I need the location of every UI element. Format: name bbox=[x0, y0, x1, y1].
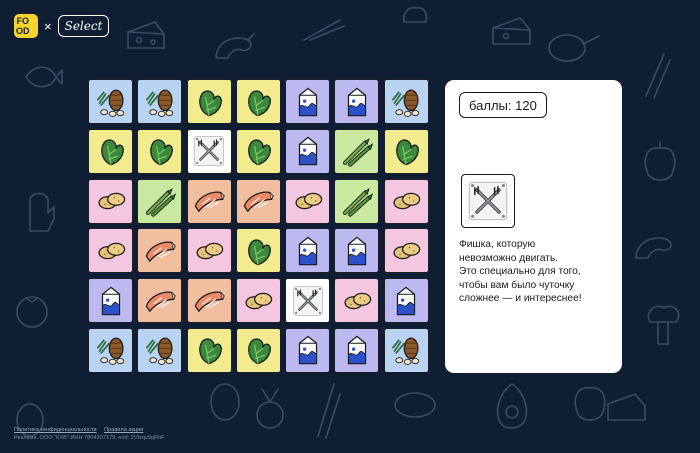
salmon-icon bbox=[192, 284, 226, 318]
pinecone-icon bbox=[389, 333, 423, 367]
milk-icon bbox=[389, 284, 423, 318]
salmon-icon bbox=[143, 234, 177, 268]
board-tile-milk[interactable] bbox=[285, 328, 330, 373]
score-badge: баллы: 120 bbox=[459, 92, 547, 118]
potato-icon bbox=[389, 234, 423, 268]
potato-icon bbox=[340, 284, 374, 318]
board-tile-potato[interactable] bbox=[384, 228, 429, 273]
board-tile-pinecone[interactable] bbox=[137, 79, 182, 124]
board-tile-pinecone[interactable] bbox=[384, 328, 429, 373]
board-tile-milk[interactable] bbox=[384, 278, 429, 323]
milk-icon bbox=[291, 234, 325, 268]
board-tile-salmon[interactable] bbox=[137, 228, 182, 273]
board-tile-spinach[interactable] bbox=[384, 129, 429, 174]
cow-icon bbox=[400, 2, 430, 26]
fish-icon bbox=[20, 60, 64, 94]
salmon-icon bbox=[241, 184, 275, 218]
salmon-icon bbox=[192, 184, 226, 218]
board-tile-salmon[interactable] bbox=[137, 278, 182, 323]
pan-icon bbox=[545, 30, 601, 66]
board-tile-milk[interactable] bbox=[88, 278, 133, 323]
board-tile-pinecone[interactable] bbox=[384, 79, 429, 124]
potato-icon bbox=[241, 284, 275, 318]
potato-icon bbox=[94, 184, 128, 218]
board-tile-asparagus[interactable] bbox=[334, 129, 379, 174]
info-panel bbox=[445, 80, 622, 373]
pinecone-icon bbox=[389, 85, 423, 119]
asparagus-icon bbox=[310, 380, 344, 440]
ad-disclaimer: Реклама. ООО "КХВ" ИНН 7804307179, erid: 2Vtzqv9qRhF bbox=[14, 435, 165, 441]
spinach-icon bbox=[241, 333, 275, 367]
milk-icon bbox=[291, 134, 325, 168]
potato-icon bbox=[192, 234, 226, 268]
tomato-icon bbox=[12, 290, 52, 330]
fork-icon bbox=[291, 284, 325, 318]
board-tile-milk[interactable] bbox=[285, 129, 330, 174]
egg-icon bbox=[205, 380, 245, 424]
potato-icon bbox=[389, 184, 423, 218]
board-tile-asparagus[interactable] bbox=[137, 179, 182, 224]
food-logo[interactable] bbox=[14, 14, 38, 38]
board-tile-pinecone[interactable] bbox=[88, 328, 133, 373]
spinach-icon bbox=[241, 134, 275, 168]
potato-icon bbox=[291, 184, 325, 218]
board-tile-potato[interactable] bbox=[236, 278, 281, 323]
logo-food-bottom: OD bbox=[16, 25, 30, 36]
board-tile-spinach[interactable] bbox=[187, 328, 232, 373]
board-tile-spinach[interactable] bbox=[88, 129, 133, 174]
description-line: Фишка, которую bbox=[459, 239, 536, 250]
oven-mitt-icon bbox=[20, 185, 60, 235]
board-tile-salmon[interactable] bbox=[187, 278, 232, 323]
pepper-icon bbox=[570, 380, 610, 424]
board-tile-milk[interactable] bbox=[285, 228, 330, 273]
board-tile-fork bbox=[187, 129, 232, 174]
spinach-icon bbox=[192, 333, 226, 367]
cheese-icon bbox=[605, 390, 649, 424]
spinach-icon bbox=[192, 85, 226, 119]
board-tile-spinach[interactable] bbox=[236, 79, 281, 124]
board-tile-asparagus[interactable] bbox=[334, 179, 379, 224]
pinecone-icon bbox=[143, 333, 177, 367]
asparagus-icon bbox=[640, 50, 676, 100]
board-tile-spinach[interactable] bbox=[236, 328, 281, 373]
milk-icon bbox=[340, 234, 374, 268]
board-tile-potato[interactable] bbox=[88, 228, 133, 273]
sushi-icon bbox=[390, 385, 440, 425]
game-board bbox=[88, 79, 429, 373]
shrimp-icon bbox=[630, 230, 680, 264]
broccoli-icon bbox=[640, 300, 686, 350]
board-tile-milk[interactable] bbox=[334, 79, 379, 124]
avocado-icon bbox=[490, 380, 534, 430]
asparagus-icon bbox=[340, 134, 374, 168]
board-tile-pinecone[interactable] bbox=[137, 328, 182, 373]
spinach-icon bbox=[94, 134, 128, 168]
potato-icon bbox=[94, 234, 128, 268]
description-line: чтобы вам было чуточку bbox=[459, 279, 575, 291]
board-tile-potato[interactable] bbox=[384, 179, 429, 224]
description-line: сложнее — и интереснее! bbox=[459, 293, 582, 305]
milk-icon bbox=[340, 333, 374, 367]
spinach-icon bbox=[389, 134, 423, 168]
board-tile-spinach[interactable] bbox=[137, 129, 182, 174]
promo-rules-link[interactable]: Правила акции bbox=[104, 427, 144, 433]
salmon-icon bbox=[143, 284, 177, 318]
asparagus-icon bbox=[143, 184, 177, 218]
legal-footer bbox=[14, 426, 165, 442]
fork-icon bbox=[466, 179, 510, 223]
logo-separator: × bbox=[44, 18, 52, 34]
milk-icon bbox=[291, 85, 325, 119]
fork-icon bbox=[192, 134, 226, 168]
milk-icon bbox=[94, 284, 128, 318]
spinach-icon bbox=[241, 85, 275, 119]
bell-pepper-icon bbox=[640, 140, 680, 184]
brand-header bbox=[14, 14, 109, 38]
milk-icon bbox=[291, 333, 325, 367]
board-tile-spinach[interactable] bbox=[236, 228, 281, 273]
pinecone-icon bbox=[143, 85, 177, 119]
select-logo[interactable]: Select bbox=[58, 15, 110, 37]
board-tile-potato[interactable] bbox=[285, 179, 330, 224]
immovable-tile-example bbox=[461, 174, 515, 228]
spinach-icon bbox=[241, 234, 275, 268]
cheese-icon bbox=[490, 14, 534, 48]
description-line: Это специально для того, bbox=[459, 266, 581, 278]
asparagus-icon bbox=[300, 14, 348, 44]
board-tile-spinach[interactable] bbox=[187, 79, 232, 124]
milk-icon bbox=[340, 85, 374, 119]
board-tile-potato[interactable] bbox=[88, 179, 133, 224]
board-tile-milk[interactable] bbox=[334, 328, 379, 373]
pinecone-icon bbox=[94, 85, 128, 119]
asparagus-icon bbox=[340, 184, 374, 218]
spinach-icon bbox=[143, 134, 177, 168]
shrimp-icon bbox=[210, 30, 256, 64]
cheese-icon bbox=[125, 18, 167, 52]
beet-icon bbox=[250, 385, 290, 435]
description-line: невозможно двигать. bbox=[459, 252, 559, 264]
pinecone-icon bbox=[94, 333, 128, 367]
board-tile-pinecone[interactable] bbox=[88, 79, 133, 124]
board-tile-potato[interactable] bbox=[334, 278, 379, 323]
board-tile-spinach[interactable] bbox=[236, 129, 281, 174]
board-tile-potato[interactable] bbox=[187, 228, 232, 273]
board-tile-salmon[interactable] bbox=[187, 179, 232, 224]
board-tile-milk[interactable] bbox=[334, 228, 379, 273]
board-tile-fork bbox=[285, 278, 330, 323]
privacy-policy-link[interactable]: Политика конфиденциальности bbox=[14, 427, 97, 433]
immovable-tile-description bbox=[459, 238, 619, 306]
board-tile-salmon[interactable] bbox=[236, 179, 281, 224]
board-tile-milk[interactable] bbox=[285, 79, 330, 124]
logo-food-top: FO bbox=[16, 15, 29, 26]
